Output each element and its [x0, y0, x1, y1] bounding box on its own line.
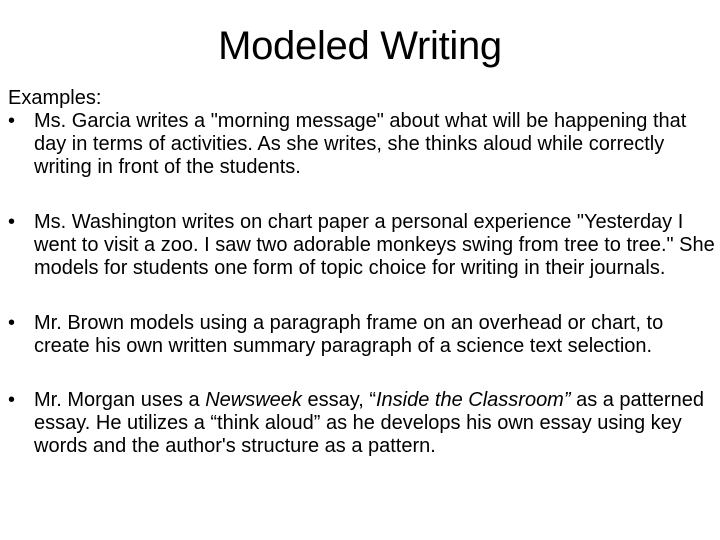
bullet-item-morgan [8, 389, 716, 458]
bullet-dot: • [8, 211, 16, 233]
spacer [8, 280, 716, 312]
examples-label: Examples: [8, 87, 102, 109]
spacer [8, 358, 716, 389]
bullet-item-brown [8, 312, 716, 358]
bullet-item-washington [8, 211, 716, 280]
bullet-text: Mr. Brown models using a paragraph frame on an overhead or chart, to create his own written summary paragraph of a science text selection. [34, 312, 664, 357]
bullet-text-part: essay, “ [301, 389, 376, 411]
bullet-text-italic: Newsweek [205, 389, 302, 411]
bullet-item-garcia [8, 110, 716, 179]
bullet-dot: • [8, 389, 16, 411]
bullet-text-italic: Inside the Classroom” [375, 389, 571, 411]
bullet-text: Ms. Garcia writes a "morning message" about what will be happening that day in terms of activities. As she writes, she thinks aloud while correctly writing in front of the students. [34, 110, 687, 178]
bullet-text: Ms. Washington writes on chart paper a personal experience "Yesterday I went to visit a zoo. I saw two adorable monkeys swing from tree to tree." She models for students one form of topic choice for writing in their journals. [34, 211, 715, 279]
bullet-dot: • [8, 312, 16, 334]
bullet-text-part: Mr. Morgan uses a [34, 389, 206, 411]
bullet-dot: • [8, 110, 16, 132]
slide-body [8, 87, 716, 458]
bullet-text-part: as a patterned essay. He utilizes a “think aloud” as he develops his own essay using key words and the author's structure as a pattern. [34, 389, 704, 457]
slide-title: Modeled Writing [218, 24, 502, 68]
spacer [8, 179, 716, 211]
